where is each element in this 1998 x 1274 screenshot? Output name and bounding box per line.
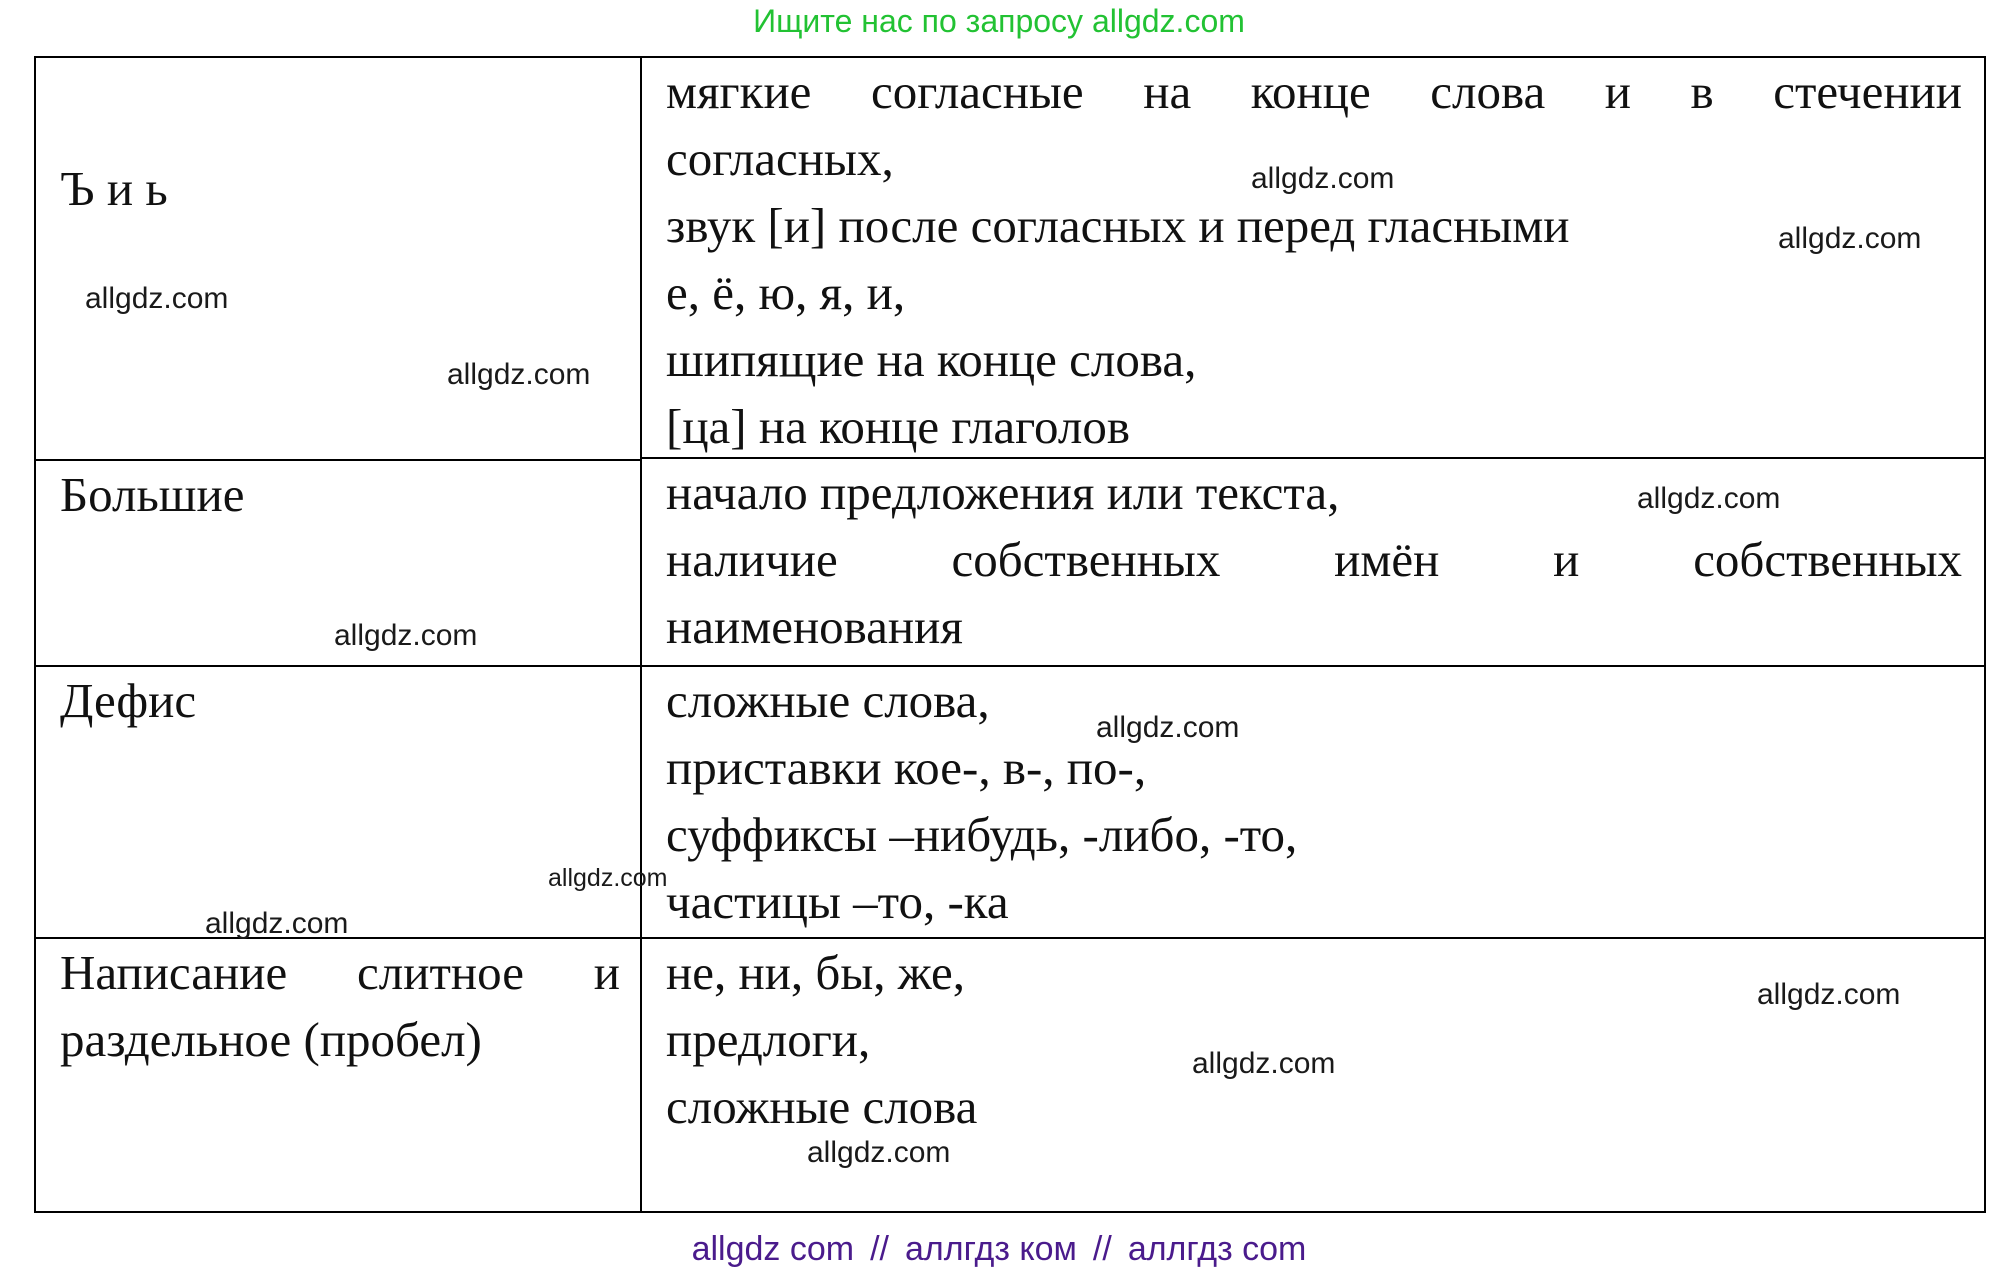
term-label: Ъ и ь <box>60 161 168 216</box>
watermark-text: allgdz.com <box>85 282 229 315</box>
spelling-rules-table <box>34 56 1986 1213</box>
rule-line: е, ё, ю, я, и, <box>666 265 906 320</box>
watermark-text: allgdz.com <box>548 864 668 892</box>
rule-line: наличие собственных имён и собственных <box>666 532 1962 587</box>
top-search-banner: Ищите нас по запросу allgdz.com <box>753 3 1245 39</box>
footer-text: аллгдз com <box>1127 1230 1307 1268</box>
rule-line: частицы –то, -ка <box>666 874 1009 929</box>
rule-line: звук [и] после согласных и перед гласными <box>666 198 1570 253</box>
footer-links <box>0 1228 1998 1270</box>
watermark-text: allgdz.com <box>1251 162 1395 195</box>
term-label: Дефис <box>60 673 197 728</box>
watermark-text: allgdz.com <box>1778 222 1922 255</box>
watermark-text: allgdz.com <box>1096 711 1240 744</box>
rule-line: сложные слова, <box>666 673 990 728</box>
rule-line: мягкие согласные на конце слова и в стечении <box>666 64 1962 119</box>
rule-line: согласных, <box>666 131 894 186</box>
footer-separator: // <box>870 1230 890 1268</box>
table-row <box>35 666 1985 938</box>
watermark-text: allgdz.com <box>807 1136 951 1169</box>
watermark-text: allgdz.com <box>205 907 349 940</box>
term-label: раздельное (пробел) <box>60 1012 482 1067</box>
footer-separator: // <box>1092 1230 1112 1268</box>
footer-text: аллгдз ком <box>905 1230 1077 1268</box>
term-cell <box>35 57 641 460</box>
watermark-text: allgdz.com <box>447 358 591 391</box>
rule-line: [ца] на конце глаголов <box>666 399 1130 454</box>
rule-line: предлоги, <box>666 1012 871 1067</box>
term-cell <box>35 666 641 938</box>
rule-line: не, ни, бы, же, <box>666 945 965 1000</box>
term-label: Большие <box>60 467 245 522</box>
rule-line: сложные слова <box>666 1079 978 1134</box>
watermark-text: allgdz.com <box>334 619 478 652</box>
watermark-text: allgdz.com <box>1637 482 1781 515</box>
rule-line: наименования <box>666 599 963 654</box>
term-cell <box>35 938 641 1212</box>
table-row <box>35 938 1985 1212</box>
rule-cell <box>641 666 1985 938</box>
rule-cell <box>641 57 1985 666</box>
rule-line: шипящие на конце слова, <box>666 332 1197 387</box>
rule-line: начало предложения или текста, <box>666 465 1340 520</box>
table-row <box>35 57 1985 460</box>
watermark-text: allgdz.com <box>1757 978 1901 1011</box>
watermark-text: allgdz.com <box>1192 1047 1336 1080</box>
footer-text: allgdz com <box>691 1230 855 1268</box>
term-label: Написание слитное и <box>60 945 620 1000</box>
rule-line: суффиксы –нибудь, -либо, -то, <box>666 807 1298 862</box>
rule-line: приставки кое-, в-, по-, <box>666 740 1147 795</box>
